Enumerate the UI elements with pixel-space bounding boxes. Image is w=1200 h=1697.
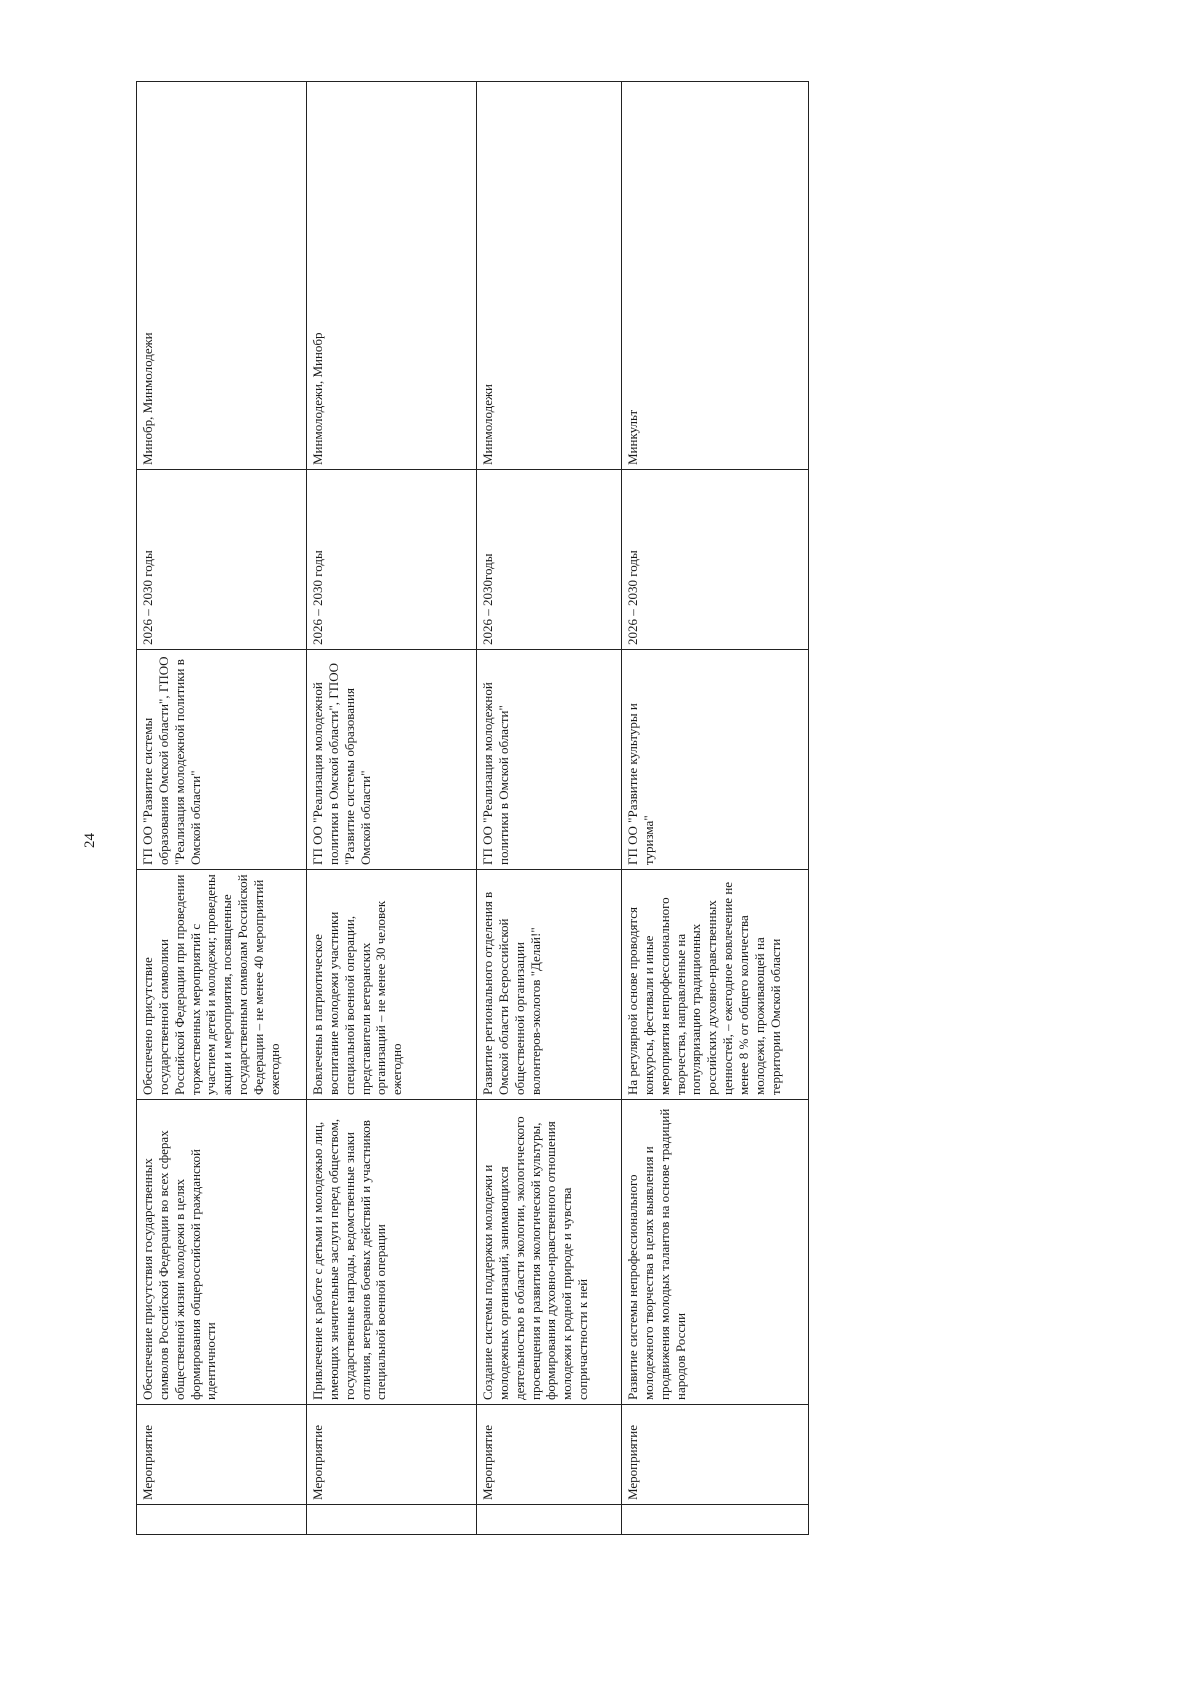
cell-number [307, 1505, 477, 1535]
table-row [477, 82, 622, 1535]
cell-program: ГП ОО "Реализация молодежной политики в Омской области", ГПОО "Развитие системы образования Омской области" [307, 650, 477, 870]
cell-program: ГП ОО "Реализация молодежной политики в Омской области" [477, 650, 622, 870]
cell-number [137, 1505, 307, 1535]
cell-period: 2026 – 2030 годы [137, 470, 307, 650]
cell-period: 2026 – 2030годы [477, 470, 622, 650]
page-number: 24 [82, 833, 98, 848]
cell-number [477, 1505, 622, 1535]
cell-executor: Минкульт [622, 82, 809, 470]
measures-table [136, 81, 809, 1535]
cell-result: Обеспечено присутствие государственной символики Российской Федерации при проведении торжественных мероприятий с участием детей и молодежи; проведены акции и мероприятия, посвященные государственным символам Российской Федерации – не менее 40 мероприятий ежегодно [137, 870, 307, 1100]
cell-number [622, 1505, 809, 1535]
cell-period: 2026 – 2030 годы [622, 470, 809, 650]
cell-description: Привлечение к работе с детьми и молодежью лиц, имеющих значительные заслуги перед обществом, государственные награды, ведомственные знаки отличия, ветеранов боевых действий и участников специальной военной операции [307, 1100, 477, 1405]
cell-type: Мероприятие [622, 1405, 809, 1505]
cell-description: Создание системы поддержки молодежи и молодежных организаций, занимающихся деятельностью в области экологии, экологического просвещения и развития экологической культуры, формирования духовно-нравственного отношения молодежи к родной природе и чувства сопричастности к ней [477, 1100, 622, 1405]
cell-description: Обеспечение присутствия государственных символов Российской Федерации во всех сферах общественной жизни молодежи в целях формирования общероссийской гражданской идентичности [137, 1100, 307, 1405]
table-row [307, 82, 477, 1535]
cell-program: ГП ОО "Развитие культуры и туризма" [622, 650, 809, 870]
rotated-table-container [136, 82, 808, 1535]
cell-program: ГП ОО "Развитие системы образования Омской области", ГПОО "Реализация молодежной политики в Омской области" [137, 650, 307, 870]
cell-result: Вовлечены в патриотическое воспитание молодежи участники специальной военной операции, представители ветеранских организаций – не менее 30 человек ежегодно [307, 870, 477, 1100]
cell-description: Развитие системы непрофессионального молодежного творчества в целях выявления и продвижения молодых талантов на основе традиций народов России [622, 1100, 809, 1405]
cell-executor: Минобр, Минмолодежи [137, 82, 307, 470]
cell-type: Мероприятие [137, 1405, 307, 1505]
cell-executor: Минмолодежи [477, 82, 622, 470]
cell-executor: Минмолодежи, Минобр [307, 82, 477, 470]
measures-table-frame [136, 82, 808, 1535]
cell-result: На регулярной основе проводятся конкурсы, фестивали и иные мероприятия непрофессионального творчества, направленные на популяризацию традиционных российских духовно-нравственных ценностей, – ежегодное вовлечение не менее 8 % от общего количества молодежи, проживающей на территории Омской области [622, 870, 809, 1100]
cell-period: 2026 – 2030 годы [307, 470, 477, 650]
table-row [622, 82, 809, 1535]
cell-result: Развитие регионального отделения в Омской области Всероссийской общественной организации волонтеров-экологов "Делай!" [477, 870, 622, 1100]
cell-type: Мероприятие [477, 1405, 622, 1505]
table-row [137, 82, 307, 1535]
cell-type: Мероприятие [307, 1405, 477, 1505]
